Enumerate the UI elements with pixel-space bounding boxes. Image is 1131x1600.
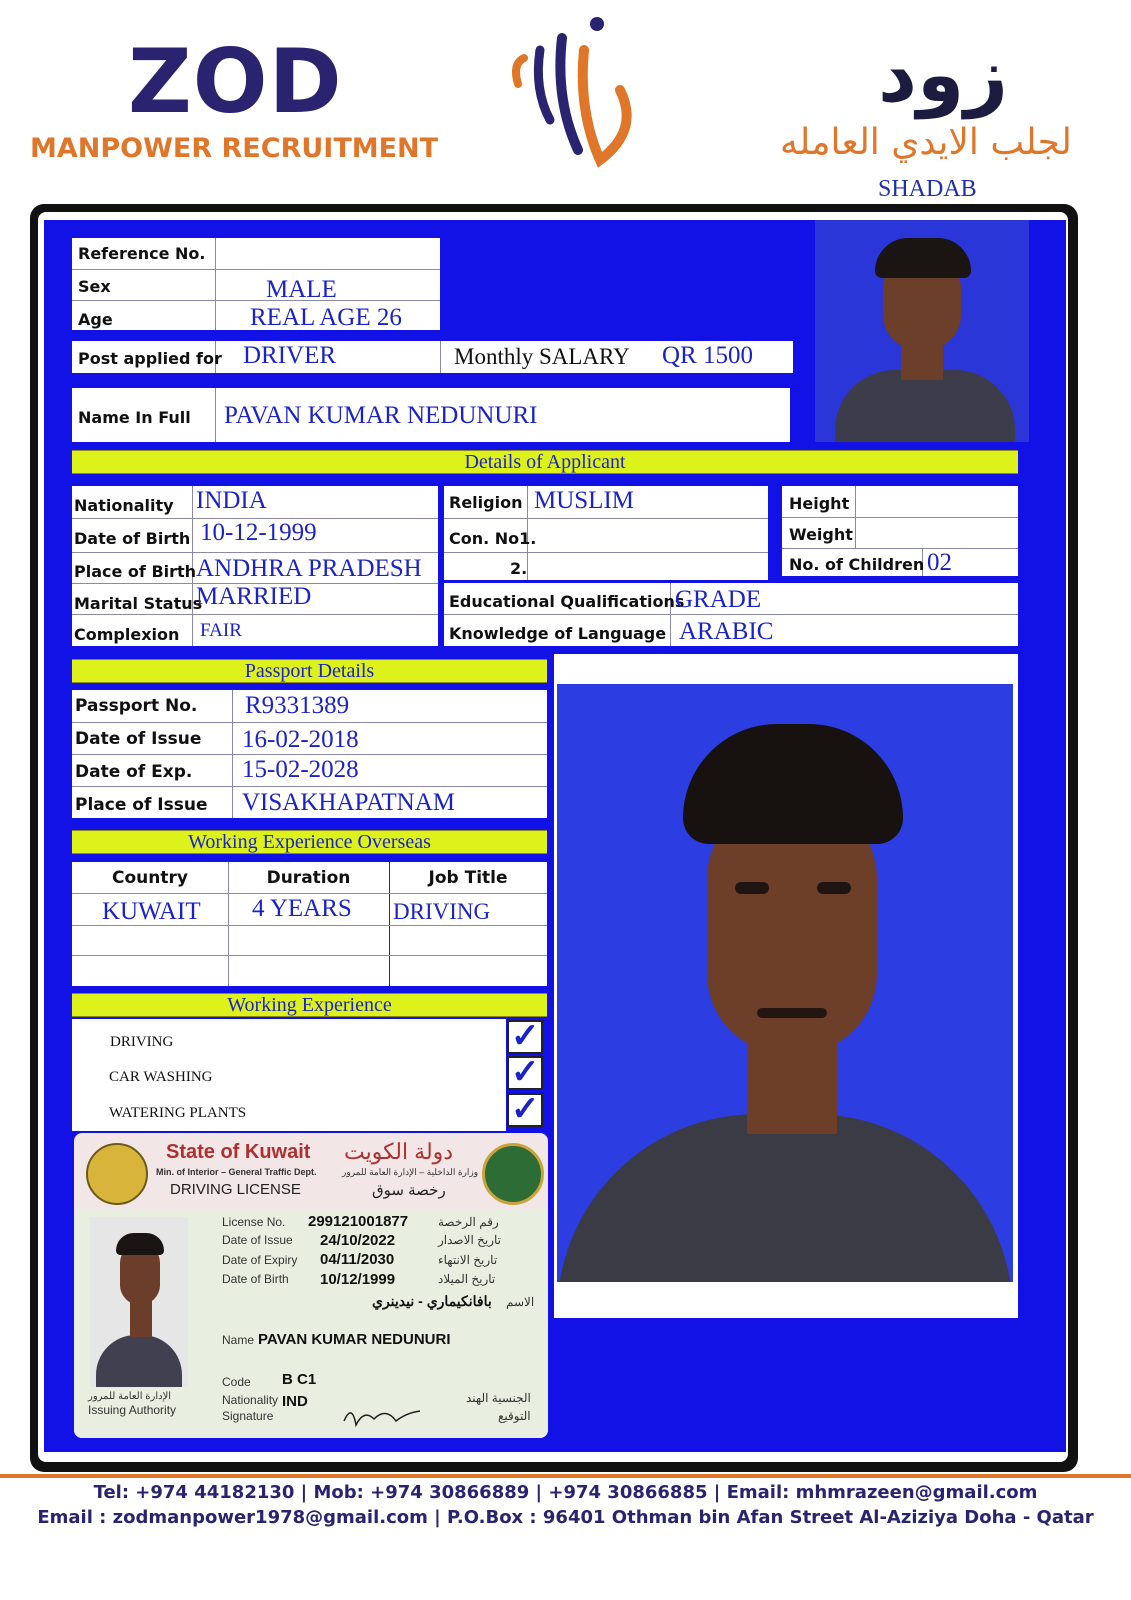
license-name-ar: بافانكيماري - نيدينري — [372, 1293, 492, 1309]
license-signature-label: Signature — [222, 1409, 274, 1423]
license-birth-value: 10/12/1999 — [320, 1271, 396, 1288]
language-value: ARABIC — [679, 618, 774, 645]
license-photo — [90, 1217, 188, 1387]
license-ministry-en: Min. of Interior – General Traffic Dept. — [156, 1167, 317, 1177]
checkbox-driving[interactable] — [507, 1017, 543, 1055]
marital-label: Marital Status — [74, 594, 203, 613]
license-issue-value: 24/10/2022 — [320, 1232, 396, 1249]
license-no-label: License No. — [222, 1215, 286, 1229]
license-birth-ar: تاريخ الميلاد — [438, 1272, 496, 1286]
kuwait-emblem-icon — [86, 1143, 148, 1205]
complexion-label: Complexion — [74, 625, 180, 644]
marital-value: MARRIED — [196, 583, 312, 610]
name-value: PAVAN KUMAR NEDUNURI — [224, 402, 538, 429]
agent-name: SHADAB — [878, 176, 977, 202]
post-value: DRIVER — [243, 342, 337, 369]
contact1-label: Con. No1. — [449, 529, 537, 548]
applicant-section-title: Details of Applicant — [72, 450, 1018, 474]
salary-value: QR 1500 — [662, 342, 753, 369]
license-birth-label: Date of Birth — [222, 1272, 289, 1286]
checkmark-icon: ✓ — [511, 1090, 540, 1128]
license-nationality-ar: الجنسية الهند — [466, 1391, 531, 1405]
license-name-ar-label: الاسم — [506, 1295, 535, 1309]
driving-license-card — [74, 1133, 548, 1438]
children-value: 02 — [927, 549, 952, 576]
passport-section-title: Passport Details — [72, 659, 547, 683]
checkmark-icon: ✓ — [511, 1017, 540, 1055]
height-label: Height — [789, 494, 850, 513]
footer-contact-line-2: Email : zodmanpower1978@gmail.com | P.O.Box : 96401 Othman bin Afan Street Al-Aziziya Doha - Qatar — [37, 1507, 1094, 1528]
license-state-en: State of Kuwait — [166, 1141, 311, 1163]
gcc-emblem-icon — [482, 1143, 544, 1205]
footer-divider — [0, 1474, 1131, 1478]
passport-exp-value: 15-02-2028 — [242, 756, 359, 783]
license-nationality-value: IND — [282, 1393, 308, 1410]
license-no-ar: رقم الرخصة — [438, 1215, 499, 1229]
license-authority-ar: الإدارة العامة للمرور — [88, 1391, 172, 1402]
post-label: Post applied for — [78, 349, 222, 368]
passport-issue-label: Date of Issue — [75, 729, 202, 749]
education-label: Educational Qualifications — [449, 592, 685, 611]
name-label: Name In Full — [78, 408, 191, 427]
license-issue-label: Date of Issue — [222, 1233, 293, 1247]
license-type-en: DRIVING LICENSE — [170, 1181, 301, 1198]
nationality-label: Nationality — [74, 496, 174, 515]
checkmark-icon: ✓ — [511, 1053, 540, 1091]
religion-value: MUSLIM — [534, 487, 635, 514]
overseas-country: KUWAIT — [102, 898, 201, 925]
checkbox-car-washing[interactable] — [507, 1053, 543, 1091]
license-expiry-label: Date of Expiry — [222, 1253, 298, 1267]
brand-tagline-arabic: لجلب الايدي العامله — [780, 122, 1072, 163]
religion-label: Religion — [449, 493, 523, 512]
license-nationality-label: Nationality — [222, 1393, 279, 1407]
experience-item: WATERING PLANTS — [109, 1105, 247, 1121]
nationality-value: INDIA — [196, 487, 267, 514]
experience-item: DRIVING — [110, 1034, 174, 1050]
pob-label: Place of Birth — [74, 562, 197, 581]
passport-no-value: R9331389 — [245, 692, 350, 719]
language-label: Knowledge of Language — [449, 624, 667, 643]
applicant-photo-small — [815, 220, 1029, 442]
salary-label: Monthly SALARY — [454, 344, 630, 369]
contact2-label: 2. — [510, 559, 528, 578]
overseas-duration: 4 YEARS — [252, 895, 352, 922]
passport-place-value: VISAKHAPATNAM — [242, 789, 456, 816]
sex-value: MALE — [266, 276, 337, 303]
license-authority-en: Issuing Authority — [88, 1403, 177, 1417]
passport-issue-value: 16-02-2018 — [242, 726, 359, 753]
brand-tagline: MANPOWER RECRUITMENT — [30, 133, 439, 164]
experience-section-title: Working Experience — [72, 993, 547, 1017]
license-signature-ar: التوقيع — [498, 1409, 531, 1423]
license-ministry-ar: وزارة الداخلية – الإدارة العامة للمرور — [342, 1167, 479, 1177]
checkbox-watering-plants[interactable] — [507, 1090, 543, 1128]
overseas-header-duration: Duration — [266, 868, 351, 888]
license-issue-ar: تاريخ الاصدار — [438, 1233, 502, 1247]
complexion-value: FAIR — [200, 620, 242, 641]
age-value: REAL AGE 26 — [250, 304, 402, 331]
passport-no-label: Passport No. — [75, 696, 198, 716]
pob-value: ANDHRA PRADESH — [196, 555, 422, 582]
passport-exp-label: Date of Exp. — [75, 762, 193, 782]
passport-place-label: Place of Issue — [75, 795, 208, 815]
license-name-value: PAVAN KUMAR NEDUNURI — [258, 1331, 451, 1348]
overseas-header-job: Job Title — [428, 868, 508, 888]
overseas-header-country: Country — [112, 868, 188, 888]
children-label: No. of Children — [789, 555, 925, 574]
footer-contact-line-1: Tel: +974 44182130 | Mob: +974 30866889 | +974 30866885 | Email: mhmrazeen@gmail.com — [93, 1482, 1038, 1503]
license-type-ar: رخصة سوق — [372, 1182, 446, 1199]
license-expiry-value: 04/11/2030 — [320, 1251, 395, 1268]
license-no-value: 299121001877 — [308, 1213, 409, 1230]
license-state-ar: دولة الكويت — [344, 1139, 454, 1164]
reference-label: Reference No. — [78, 244, 206, 263]
signature-image — [340, 1401, 424, 1431]
dob-label: Date of Birth — [74, 529, 191, 548]
license-name-label: Name — [222, 1333, 255, 1347]
sex-label: Sex — [78, 277, 111, 296]
applicant-photo-large — [557, 684, 1013, 1282]
brand-logo-arabic: زود — [878, 30, 1008, 119]
overseas-job-title: DRIVING — [393, 899, 491, 924]
license-expiry-ar: تاريخ الانتهاء — [438, 1253, 498, 1267]
brand-logo-icon — [500, 10, 650, 180]
dob-value: 10-12-1999 — [200, 519, 317, 546]
license-code-label: Code — [222, 1375, 251, 1389]
weight-label: Weight — [789, 525, 853, 544]
age-label: Age — [78, 310, 113, 329]
overseas-section-title: Working Experience Overseas — [72, 830, 547, 854]
education-value: GRADE — [675, 586, 762, 613]
license-code-value: B C1 — [282, 1371, 317, 1388]
experience-item: CAR WASHING — [109, 1069, 213, 1085]
brand-logo-text: ZOD — [128, 30, 343, 133]
